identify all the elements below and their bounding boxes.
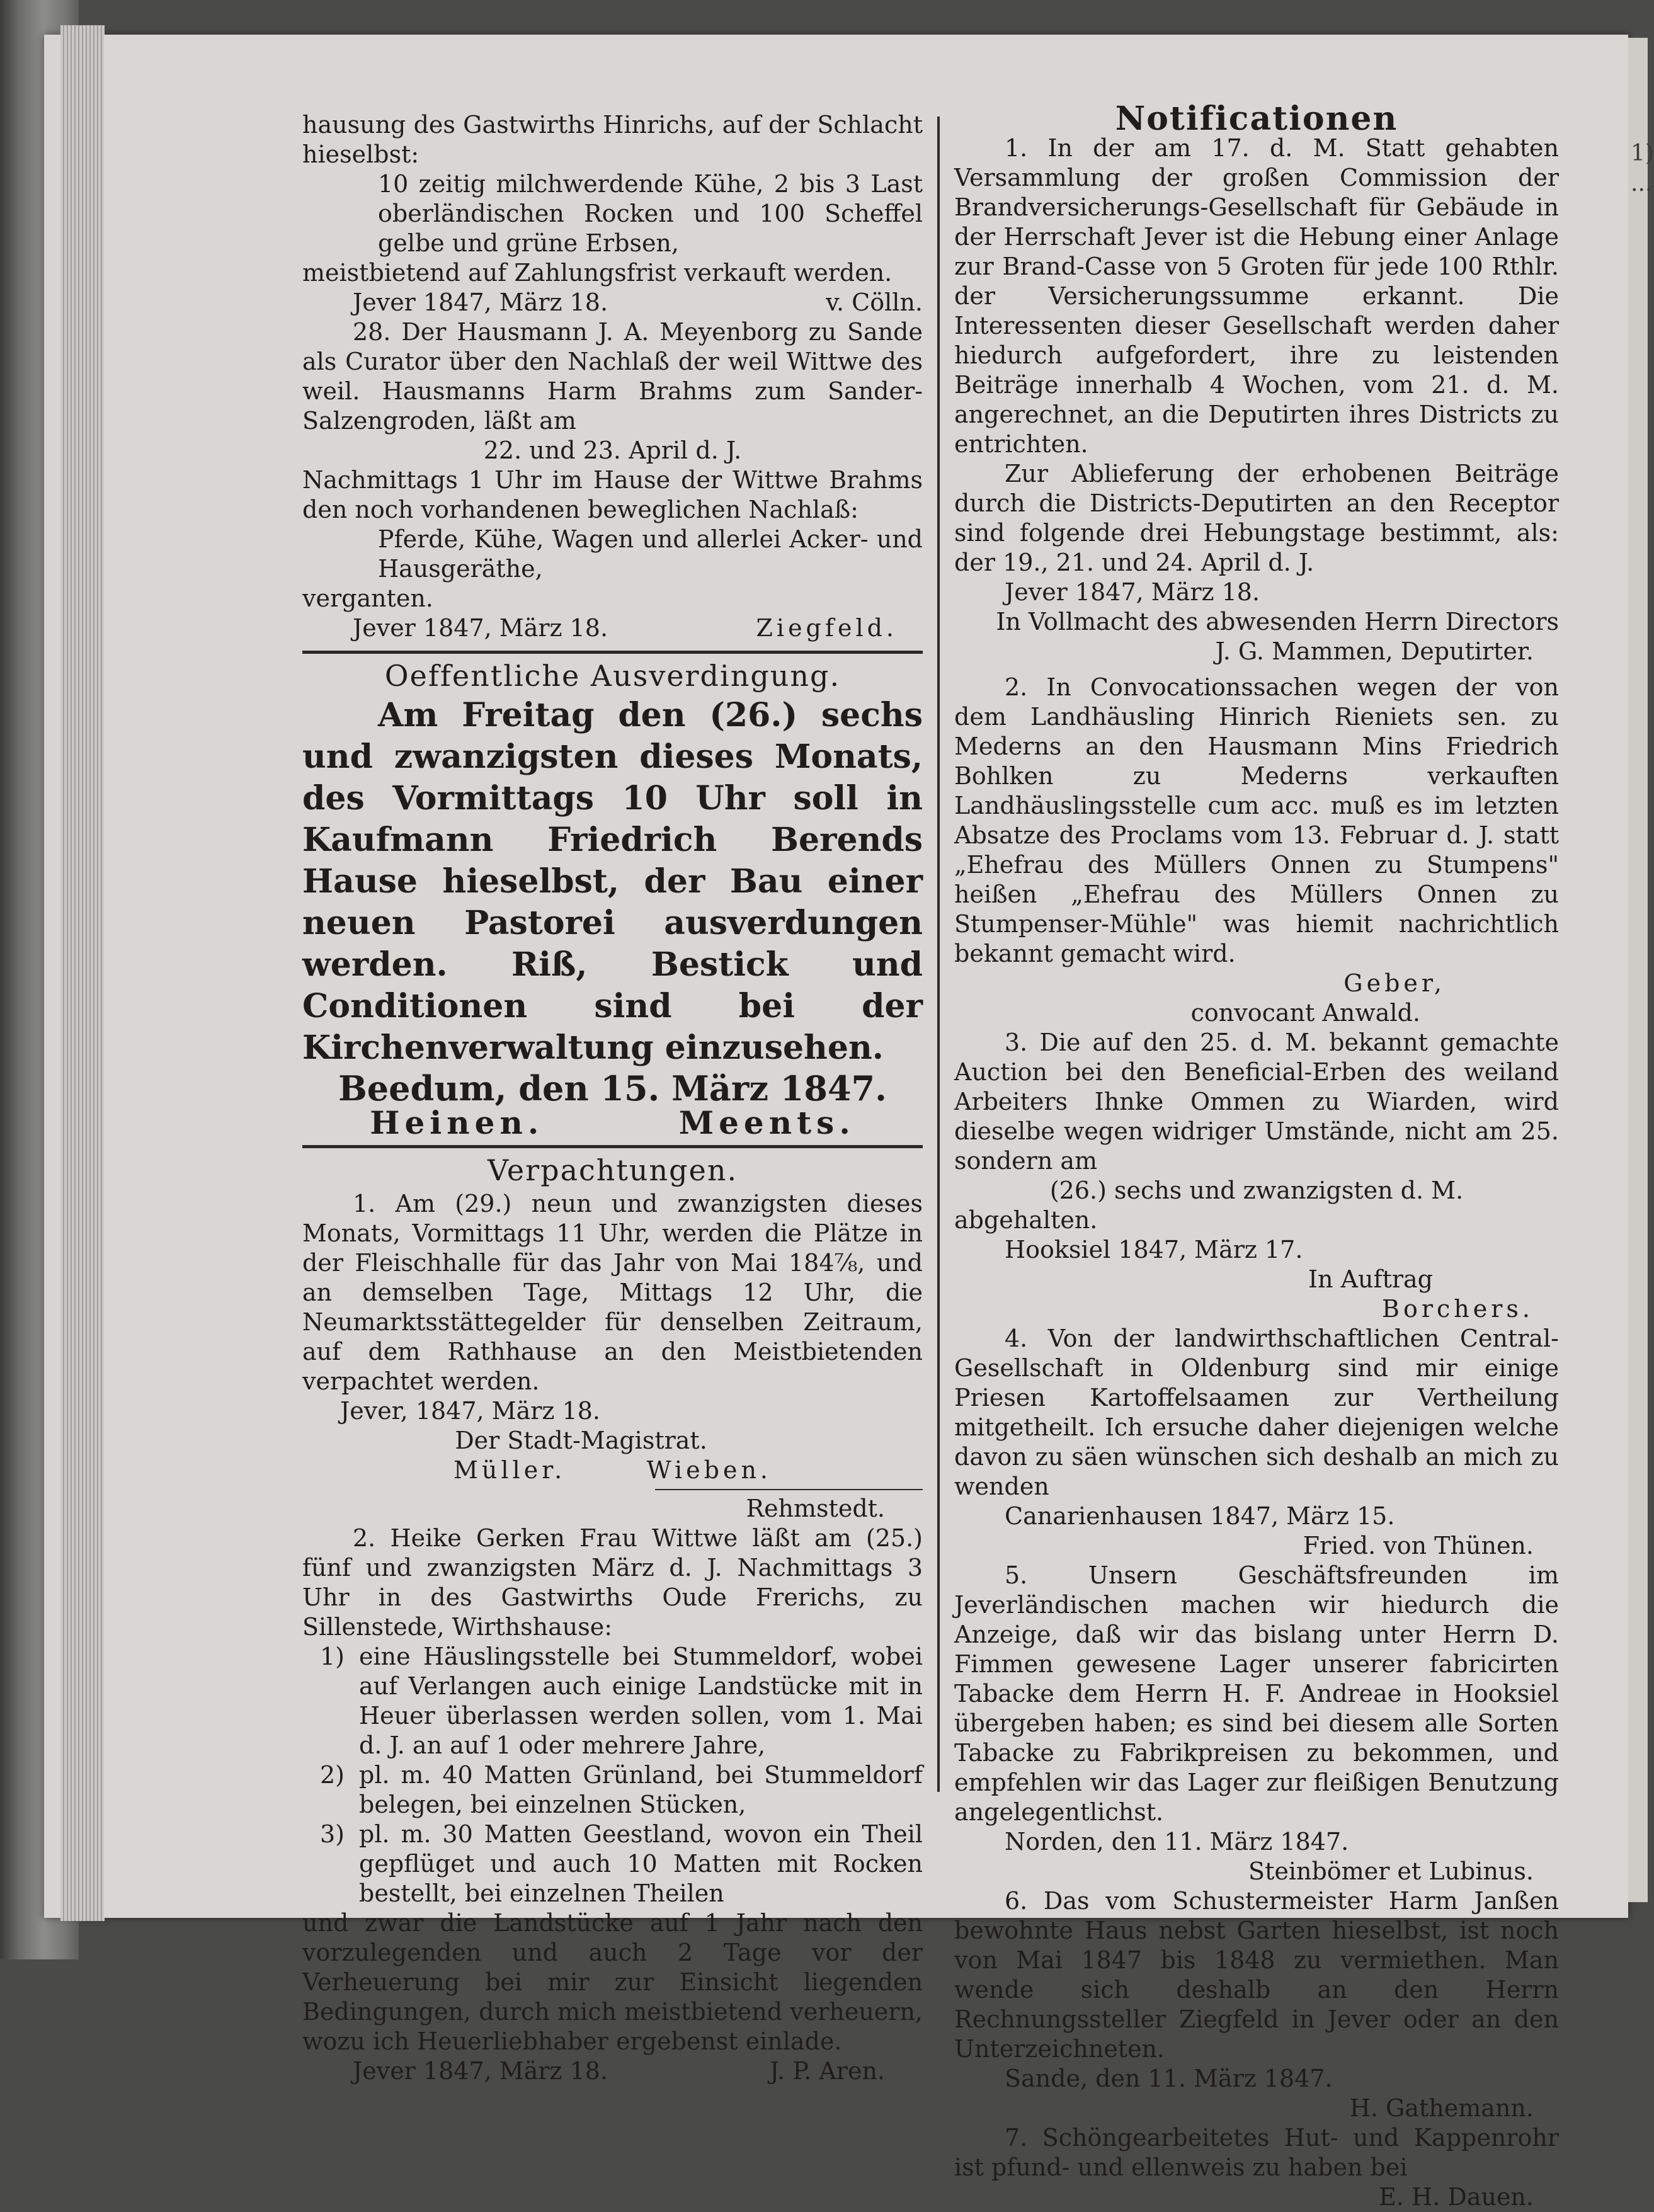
notice-3-date: (26.) sechs und zwanzigsten d. M. [1049,1177,1464,1204]
notice-2-role: convocant Anwald. [1190,999,1420,1027]
auction2-verb: verganten. [302,584,433,612]
auction2-text2: Nachmittags 1 Uhr im Hause der Wittwe Brahms den noch vorhandenen beweglichen Nachlaß: [302,466,923,523]
notice-3-signer: Borchers. [1382,1295,1534,1323]
lease1-signer-1: Müller. [453,1456,566,1484]
list-item-text: pl. m. 40 Matten Grünland, bei Stummeldorf belegen, bei einzelnen Stücken, [359,1761,923,1818]
auction-notice-1 [302,110,923,317]
notice-1b: Zur Ablieferung der erhobenen Beiträge durch die Districts-Deputirten an den Receptor sind folgende drei Hebungstage bestimmt, als: der 19., 21. und 24. April d. J. [954,460,1559,576]
list-item [320,1820,923,1908]
notice-3-proxy: In Auftrag [1308,1265,1433,1293]
column-divider [937,117,940,1792]
tender-place-date: Beedum, den 15. März 1847. [338,1068,887,1109]
notice-3-end: abgehalten. [954,1206,1098,1234]
leases-section [302,1153,923,2086]
auction1-signer: v. Cölln. [826,288,923,316]
lease-item-2: 2. Heike Gerken Frau Wittwe läßt am (25.) fünf und zwanzigsten März d. J. Nachmittags 3 Uhr in des Gastwirths Oude Frerichs, zu Sillenstede, Wirthshause: [302,1524,923,1641]
leases-heading: Verpachtungen. [487,1153,738,1187]
notice-6-signer: H. Gathemann. [1349,2094,1534,2122]
notice-5: 5. Unsern Geschäftsfreunden im Jeverländischen machen wir hiedurch die Anzeige, daß wir das bislang unter Herrn D. Fimmen gewesene Lager unserer fabricirten Tabacke dem Herrn H. F. Andreae in Hooksiel übergeben haben; es sind bei diesem alle Sorten Tabacke zu Fabrikpreisen zu bekommen, und empfehlen wir das Lager zur fleißigen Benutzung angelegentlichst. [954,1561,1559,1826]
notice-2-signer: Geber, [1343,969,1446,997]
lease2-date: Jever 1847, März 18. [353,2057,608,2085]
auction2-signer: Ziegfeld. [756,614,898,642]
lease2-end: und zwar die Landstücke auf 1 Jahr nach den vorzulegenden und auch 2 Tage vor der Verheuerung bei mir zur Einsicht liegenden Bedingungen, durch mich meistbietend verheuern, wozu ich Heuerliebhaber ergebenst einlade. [302,1909,923,2055]
list-item [320,1642,923,1760]
lease-list [302,1642,923,1908]
notice-6: 6. Das vom Schustermeister Harm Janßen bewohnte Haus nebst Garten hieselbst, ist noch von Mai 1847 bis 1848 zu vermiethen. Man wende sich deshalb an den Herrn Rechnungssteller Ziegfeld in Jever oder an den Unterzeichneten. [954,1887,1559,2063]
notice-3: 3. Die auf den 25. d. M. bekannt gemachte Auction bei den Beneficial-Erben des weiland Arbeiters Ihnke Ommen zu Wiarden, wird dieselbe wegen widriger Umstände, nicht am 25. sondern am [954,1029,1559,1175]
auction1-terms: meistbietend auf Zahlungsfrist verkauft werden. [302,259,893,287]
list-item-number: 1) [320,1643,345,1670]
auction-notice-2 [302,317,923,643]
tender-signer-1: Heinen. [370,1104,544,1141]
list-item [320,1760,923,1820]
right-column [954,100,1559,2212]
notice-2: 2. In Convocationssachen wegen der von dem Landhäusling Hinrich Rieniets sen. zu Mederns an den Hausmann Mins Friedrich Bohlken zu Mederns verkauften Landhäuslingsstelle cum acc. muß es im letzten Absatze des Proclams vom 13. Februar d. J. statt „Ehefrau des Müllers Onnen zu Stumpens" heißen „Ehefrau des Müllers Onnen zu Stumpenser-Mühle" was hiemit nachrichtlich bekannt gemacht wird. [954,673,1559,967]
section-rule [302,1145,923,1148]
auction1-signature-row [302,288,923,317]
auction2-place-date: Jever 1847, März 18. [353,614,608,642]
notice-3-place: Hooksiel 1847, März 17. [1005,1236,1303,1263]
notice-5-place: Norden, den 11. März 1847. [1005,1828,1349,1856]
lease1-date: Jever, 1847, März 18. [340,1397,600,1425]
notifications-heading: Notificationen [1115,100,1398,138]
lease1-signers [302,1456,923,1485]
left-column [302,110,923,2086]
auction1-intro: hausung des Gastwirths Hinrichs, auf der Schlacht hieselbst: [302,111,923,168]
list-item-number: 2) [320,1761,345,1789]
tender-heading: Oeffentliche Ausverdingung. [384,659,841,693]
notice-5-signer: Steinbömer et Lubinus. [1248,1857,1534,1885]
lease2-signer: J. P. Aren. [769,2057,885,2085]
next-page-edge [1628,38,1654,1902]
auction2-date: 22. und 23. April d. J. [483,436,742,464]
notice-4-place: Canarienhausen 1847, März 15. [1005,1502,1395,1530]
tender-body: Am Freitag den (26.) sechs und zwanzigsten dieses Monats, des Vormittags 10 Uhr soll in Kaufmann Friedrich Berends Hause hieselbst, der Bau einer neuen Pastorei ausverdungen werden. Riß, Bestick und Conditionen sind bei der Kirchenverwaltung einzusehen. [302,696,923,1067]
page-stack-edge [60,25,105,1921]
lease2-signature-row [302,2056,923,2086]
list-item-text: eine Häuslingsstelle bei Stummeldorf, wobei auf Verlangen auch einige Landstücke mit in Heuer überlassen werden sollen, vom 1. Mai d. J. an auf 1 oder mehrere Jahre, [359,1643,923,1759]
auction2-signature-row [302,613,923,643]
notice-1-date: Jever 1847, März 18. [1005,578,1260,606]
notice-7: 7. Schöngearbeitetes Hut- und Kappenrohr ist pfund- und ellenweis zu haben bei [954,2124,1559,2181]
signature-rule [655,1489,923,1490]
auction1-place-date: Jever 1847, März 18. [353,288,608,316]
auction2-text: 28. Der Hausmann J. A. Meyenborg zu Sande als Curator über den Nachlaß der weil Wittwe des weil. Hausmanns Harm Brahms zum Sander-Salzengroden, läßt am [302,318,923,435]
auction2-goods: Pferde, Kühe, Wagen und allerlei Acker- und Hausgeräthe, [378,525,923,583]
list-item-text: pl. m. 30 Matten Geestland, wovon ein Theil gepflüget und auch 10 Matten mit Rocken bestellt, bei einzelnen Theilen [359,1820,923,1907]
tender-signers [302,1104,923,1141]
lease1-office: Der Stadt-Magistrat. [455,1427,707,1454]
notice-1: 1. In der am 17. d. M. Statt gehabten Versammlung der großen Commission der Brandversicherungs-Gesellschaft für Gebäude in der Herrschaft Jever ist die Hebung einer Anlage zur Brand-Casse von 5 Groten für jede 100 Rthlr. der Versicherungssumme erkannt. Die Interessenten dieser Gesellschaft werden daher hiedurch aufgefordert, ihre zu leistenden Beiträge innerhalb 4 Wochen, vom 21. d. M. angerechnet, an die Deputirten ihres Districts zu entrichten. [954,134,1559,458]
notice-6-place: Sande, den 11. März 1847. [1005,2065,1333,2092]
list-item-number: 3) [320,1820,345,1848]
section-rule [302,651,923,654]
tender-signer-2: Meents. [678,1104,855,1141]
auction1-goods: 10 zeitig milchwerdende Kühe, 2 bis 3 Last oberländischen Rocken und 100 Scheffel gelbe und grüne Erbsen, [378,170,923,257]
notice-1-signer: J. G. Mammen, Deputirter. [1215,637,1534,665]
tender-notice [302,659,923,1141]
lease-item-1: 1. Am (29.) neun und zwanzigsten dieses Monats, Vormittags 11 Uhr, werden die Plätze in der Fleischhalle für das Jahr von Mai 184⅞, und an demselben Tage, Mittags 12 Uhr, die Neumarktsstättegelder für denselben Zeitraum, auf dem Rathhause an den Meistbietenden verpachtet werden. [302,1190,923,1395]
next-page-fragment: 1) ... [1631,140,1654,197]
notice-4-signer: Fried. von Thünen. [1303,1532,1534,1559]
notice-1-proxy: In Vollmacht des abwesenden Herrn Directors [996,608,1559,636]
notice-7-signer: E. H. Dauen. [1379,2183,1534,2211]
lease1-signer-3: Rehmstedt. [746,1495,885,1522]
notice-4: 4. Von der landwirthschaftlichen Central-Gesellschaft in Oldenburg sind mir einige Priesen Kartoffelsaamen zur Vertheilung mitgetheilt. Ich ersuche daher diejenigen welche davon zu säen wünschen sich deshalb an mich zu wenden [954,1325,1559,1500]
lease1-signer-2: Wieben. [646,1456,772,1484]
